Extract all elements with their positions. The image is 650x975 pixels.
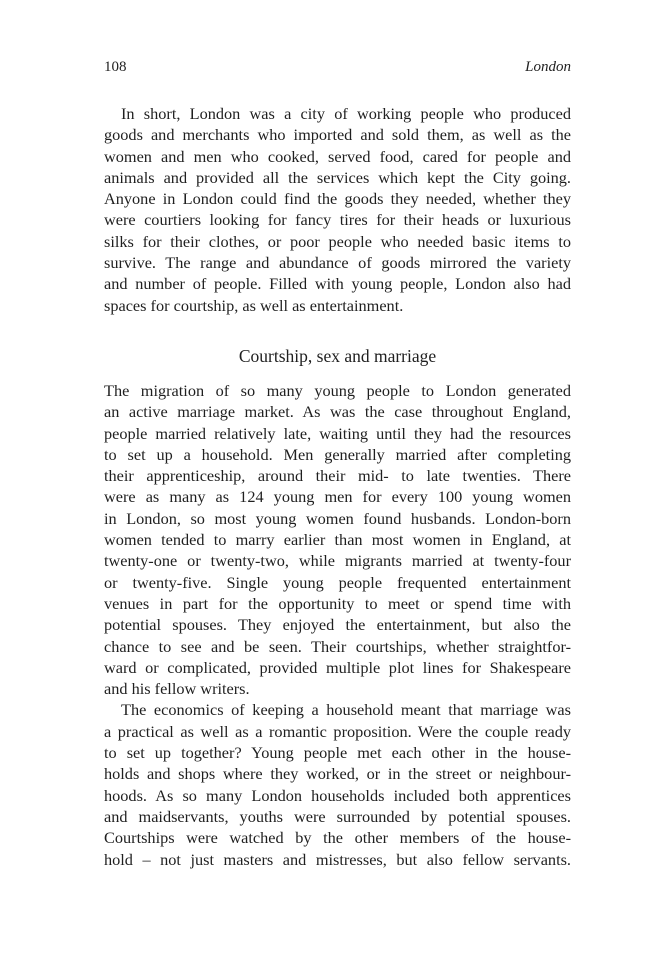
text-line: ward or complicated, provided multiple plot lines for Shakespeare: [104, 657, 571, 677]
text-line: women tended to marry earlier than most women in England, at: [104, 530, 571, 550]
text-line: survive. The range and abundance of goods mirrored the variety: [104, 253, 571, 273]
paragraph-marriage-market: [104, 380, 571, 699]
text-line: The migration of so many young people to London generated: [104, 381, 571, 400]
text-line: their apprenticeship, around their mid- to late twenties. There: [104, 466, 571, 486]
text-line: to set up together? Young people met each other in the house-: [104, 743, 571, 763]
running-head: [104, 59, 571, 81]
text-line: chance to see and be seen. Their courtships, whether straightfor-: [104, 636, 571, 656]
text-line: holds and shops where they worked, or in the street or neighbour-: [104, 764, 571, 784]
section-body: [104, 380, 571, 870]
text-line: hold – not just masters and mistresses, but also fellow servants.: [104, 849, 571, 869]
text-line: goods and merchants who imported and sold them, as well as the: [104, 125, 571, 145]
text-line: people married relatively late, waiting until they had the resources: [104, 423, 571, 443]
text-line: Anyone in London could find the goods they needed, whether they: [104, 189, 571, 209]
text-line: and his fellow writers.: [104, 679, 250, 699]
text-line: potential spouses. They enjoyed the entertainment, but also the: [104, 615, 571, 635]
text-line: The economics of keeping a household meant that marriage was: [121, 700, 571, 720]
text-line: twenty-one or twenty-two, while migrants married at twenty-four: [104, 551, 571, 571]
text-line: an active marriage market. As was the case throughout England,: [104, 402, 571, 422]
text-line: hoods. As so many London households included both apprentices: [104, 785, 571, 805]
text-line: and number of people. Filled with young people, London also had: [104, 274, 571, 294]
text-line: to set up a household. Men generally married after completing: [104, 444, 571, 464]
text-line: spaces for courtship, as well as entertainment.: [104, 295, 404, 315]
section-heading: Courtship, sex and marriage: [238, 346, 437, 366]
text-line: women and men who cooked, served food, cared for people and: [104, 146, 571, 166]
text-line: were as many as 124 young men for every 100 young women: [104, 487, 571, 507]
text-line: or twenty-five. Single young people frequented entertainment: [104, 572, 571, 592]
running-title: London: [525, 59, 571, 75]
text-line: animals and provided all the services which kept the City going.: [104, 167, 571, 187]
text-line: In short, London was a city of working people who produced: [121, 104, 571, 123]
text-line: a practical as well as a romantic proposition. Were the couple ready: [104, 721, 571, 741]
page-number: 108: [104, 59, 127, 75]
text-line: were courtiers looking for fancy tires for their heads or luxurious: [104, 210, 571, 230]
text-line: and maidservants, youths were surrounded by potential spouses.: [104, 806, 571, 826]
text-line: venues in part for the opportunity to meet or spend time with: [104, 593, 571, 613]
paragraph-london-city: [104, 103, 571, 316]
text-line: in London, so most young women found husbands. London-born: [104, 508, 571, 528]
text-line: silks for their clothes, or poor people who needed basic items to: [104, 231, 571, 251]
text-line: Courtships were watched by the other members of the house-: [104, 828, 571, 848]
paragraph-household-economics: [104, 699, 571, 869]
